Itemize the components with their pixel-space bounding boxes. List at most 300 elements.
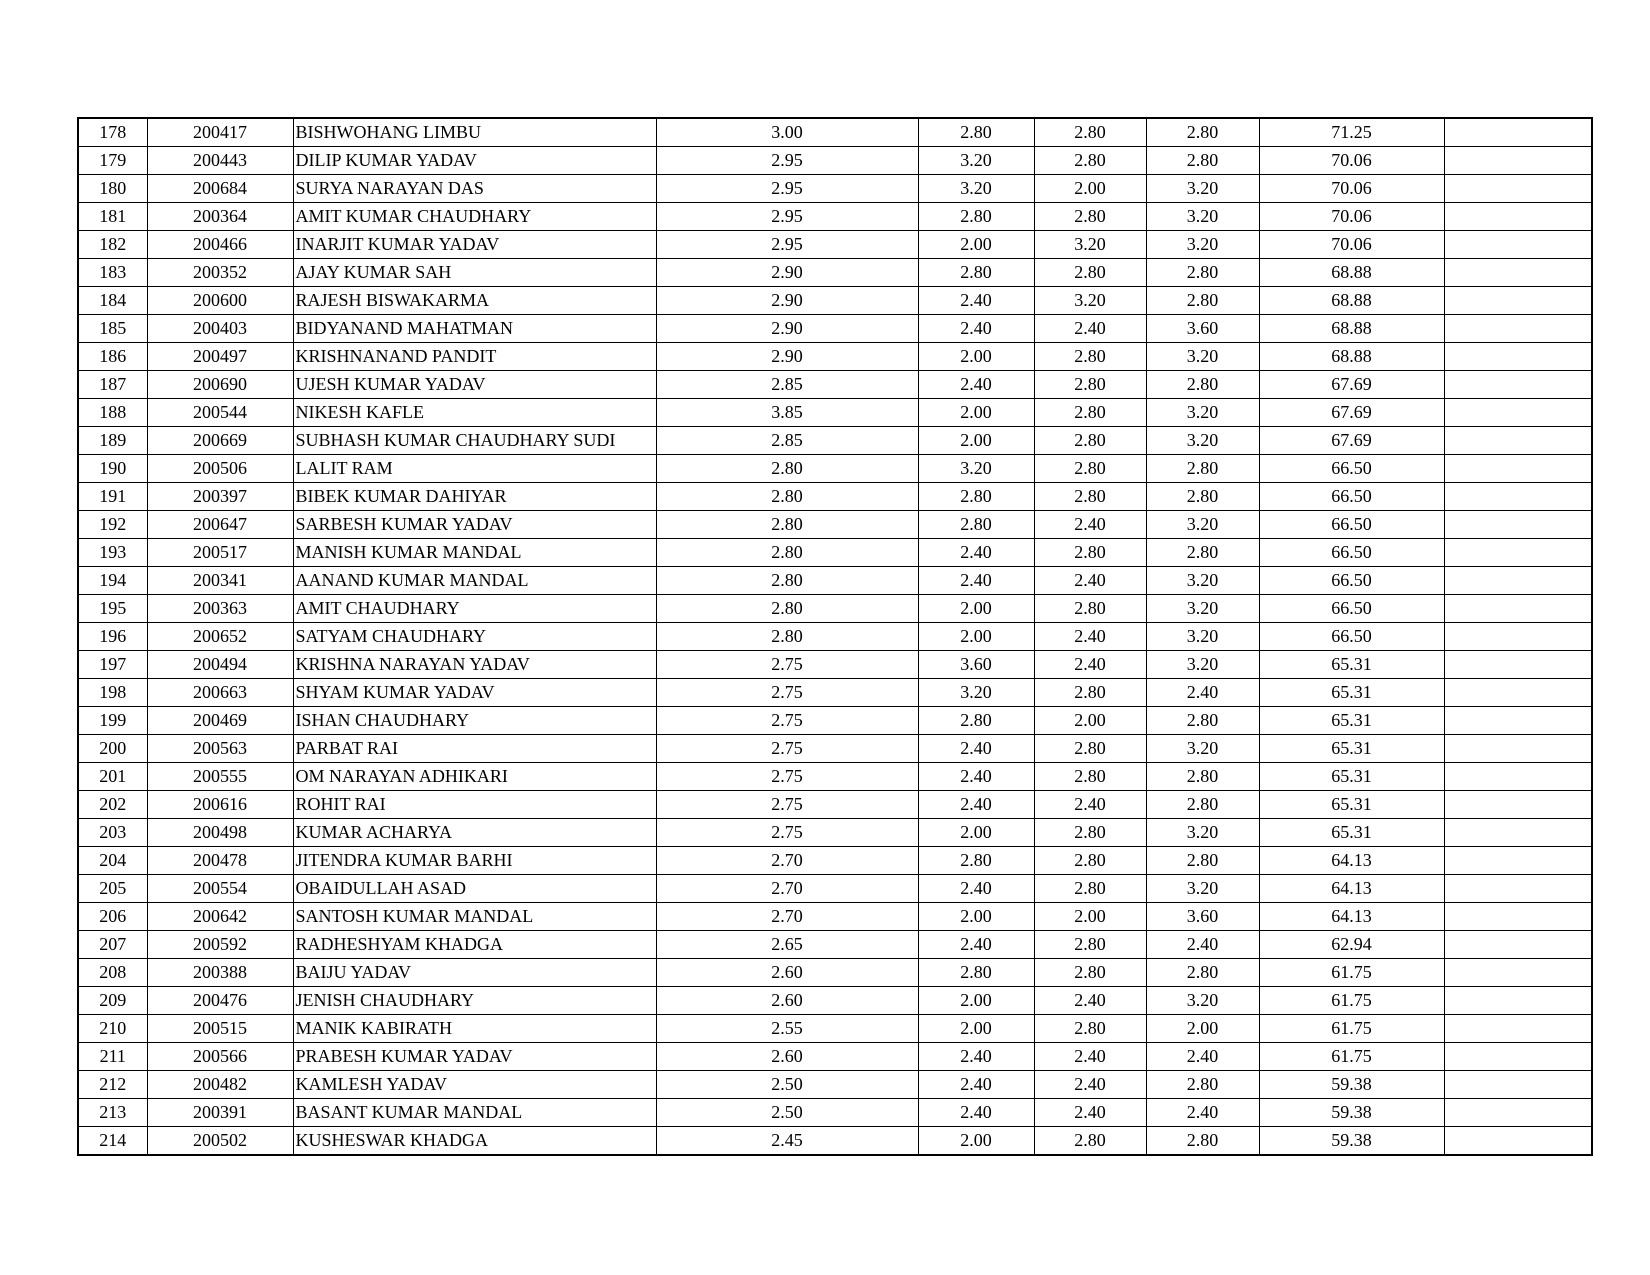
remarks-cell [1444,259,1592,287]
roll-number-cell: 200554 [147,875,293,903]
student-name-cell: MANIK KABIRATH [293,1015,656,1043]
remarks-cell [1444,343,1592,371]
score-3-cell: 2.80 [1146,371,1259,399]
roll-number-cell: 200690 [147,371,293,399]
score-2-cell: 2.40 [1034,1099,1146,1127]
serial-number-cell: 210 [78,1015,147,1043]
score-3-cell: 3.20 [1146,651,1259,679]
score-2-cell: 2.00 [1034,903,1146,931]
score-2-cell: 2.80 [1034,679,1146,707]
remarks-cell [1444,1127,1592,1156]
score-3-cell: 2.80 [1146,791,1259,819]
gpa-cell: 2.65 [656,931,918,959]
score-2-cell: 2.80 [1034,147,1146,175]
gpa-cell: 3.00 [656,118,918,147]
score-1-cell: 2.00 [918,399,1034,427]
student-name-cell: OM NARAYAN ADHIKARI [293,763,656,791]
percentage-cell: 65.31 [1259,819,1444,847]
results-table [77,117,1593,1156]
remarks-cell [1444,427,1592,455]
gpa-cell: 2.75 [656,819,918,847]
score-1-cell: 2.80 [918,707,1034,735]
score-1-cell: 2.00 [918,623,1034,651]
gpa-cell: 2.60 [656,1043,918,1071]
percentage-cell: 59.38 [1259,1099,1444,1127]
score-3-cell: 3.20 [1146,735,1259,763]
score-3-cell: 2.80 [1146,287,1259,315]
gpa-cell: 2.75 [656,735,918,763]
percentage-cell: 67.69 [1259,399,1444,427]
roll-number-cell: 200502 [147,1127,293,1156]
table-row [78,567,1592,595]
score-3-cell: 3.20 [1146,623,1259,651]
score-2-cell: 2.80 [1034,763,1146,791]
remarks-cell [1444,147,1592,175]
score-1-cell: 2.40 [918,1099,1034,1127]
roll-number-cell: 200498 [147,819,293,847]
student-name-cell: AMIT CHAUDHARY [293,595,656,623]
score-1-cell: 2.80 [918,118,1034,147]
student-name-cell: INARJIT KUMAR YADAV [293,231,656,259]
roll-number-cell: 200566 [147,1043,293,1071]
remarks-cell [1444,1015,1592,1043]
table-row [78,651,1592,679]
roll-number-cell: 200669 [147,427,293,455]
table-row [78,118,1592,147]
score-3-cell: 2.80 [1146,259,1259,287]
student-name-cell: BIDYANAND MAHATMAN [293,315,656,343]
score-1-cell: 2.40 [918,315,1034,343]
gpa-cell: 2.85 [656,427,918,455]
table-row [78,1071,1592,1099]
gpa-cell: 2.75 [656,679,918,707]
roll-number-cell: 200388 [147,959,293,987]
student-name-cell: NIKESH KAFLE [293,399,656,427]
roll-number-cell: 200616 [147,791,293,819]
score-1-cell: 3.20 [918,679,1034,707]
percentage-cell: 66.50 [1259,595,1444,623]
student-name-cell: BASANT KUMAR MANDAL [293,1099,656,1127]
score-2-cell: 2.80 [1034,455,1146,483]
remarks-cell [1444,511,1592,539]
student-name-cell: JENISH CHAUDHARY [293,987,656,1015]
serial-number-cell: 185 [78,315,147,343]
percentage-cell: 68.88 [1259,259,1444,287]
serial-number-cell: 212 [78,1071,147,1099]
table-row [78,203,1592,231]
score-2-cell: 2.40 [1034,511,1146,539]
table-row [78,175,1592,203]
roll-number-cell: 200494 [147,651,293,679]
serial-number-cell: 180 [78,175,147,203]
gpa-cell: 2.95 [656,231,918,259]
percentage-cell: 65.31 [1259,791,1444,819]
roll-number-cell: 200364 [147,203,293,231]
percentage-cell: 61.75 [1259,987,1444,1015]
score-2-cell: 2.40 [1034,567,1146,595]
student-name-cell: AANAND KUMAR MANDAL [293,567,656,595]
student-name-cell: KUMAR ACHARYA [293,819,656,847]
score-3-cell: 3.20 [1146,203,1259,231]
score-1-cell: 3.20 [918,175,1034,203]
serial-number-cell: 186 [78,343,147,371]
percentage-cell: 66.50 [1259,567,1444,595]
score-1-cell: 2.80 [918,511,1034,539]
table-row [78,987,1592,1015]
score-2-cell: 2.40 [1034,315,1146,343]
score-3-cell: 2.80 [1146,763,1259,791]
serial-number-cell: 214 [78,1127,147,1156]
gpa-cell: 2.50 [656,1071,918,1099]
roll-number-cell: 200592 [147,931,293,959]
serial-number-cell: 187 [78,371,147,399]
gpa-cell: 2.80 [656,483,918,511]
score-2-cell: 2.40 [1034,1071,1146,1099]
score-2-cell: 2.80 [1034,427,1146,455]
score-3-cell: 2.80 [1146,483,1259,511]
percentage-cell: 66.50 [1259,455,1444,483]
serial-number-cell: 204 [78,847,147,875]
student-name-cell: UJESH KUMAR YADAV [293,371,656,399]
table-row [78,735,1592,763]
score-1-cell: 2.00 [918,1127,1034,1156]
table-row [78,511,1592,539]
percentage-cell: 65.31 [1259,651,1444,679]
score-2-cell: 2.80 [1034,847,1146,875]
gpa-cell: 2.85 [656,371,918,399]
table-row [78,1099,1592,1127]
remarks-cell [1444,875,1592,903]
score-1-cell: 2.80 [918,203,1034,231]
roll-number-cell: 200506 [147,455,293,483]
table-body [78,118,1592,1155]
score-1-cell: 2.40 [918,735,1034,763]
score-3-cell: 2.80 [1146,455,1259,483]
percentage-cell: 59.38 [1259,1127,1444,1156]
gpa-cell: 3.85 [656,399,918,427]
table-row [78,231,1592,259]
serial-number-cell: 184 [78,287,147,315]
remarks-cell [1444,567,1592,595]
roll-number-cell: 200497 [147,343,293,371]
gpa-cell: 2.60 [656,959,918,987]
student-name-cell: KUSHESWAR KHADGA [293,1127,656,1156]
remarks-cell [1444,175,1592,203]
score-3-cell: 2.80 [1146,707,1259,735]
student-name-cell: AMIT KUMAR CHAUDHARY [293,203,656,231]
table-row [78,875,1592,903]
remarks-cell [1444,623,1592,651]
table-row [78,903,1592,931]
student-name-cell: RADHESHYAM KHADGA [293,931,656,959]
table-row [78,763,1592,791]
serial-number-cell: 182 [78,231,147,259]
score-3-cell: 2.80 [1146,118,1259,147]
remarks-cell [1444,1099,1592,1127]
roll-number-cell: 200363 [147,595,293,623]
serial-number-cell: 181 [78,203,147,231]
serial-number-cell: 211 [78,1043,147,1071]
table-row [78,679,1592,707]
score-3-cell: 3.20 [1146,399,1259,427]
percentage-cell: 70.06 [1259,231,1444,259]
score-1-cell: 2.40 [918,763,1034,791]
score-1-cell: 2.40 [918,791,1034,819]
student-name-cell: LALIT RAM [293,455,656,483]
remarks-cell [1444,931,1592,959]
table-row [78,483,1592,511]
remarks-cell [1444,791,1592,819]
table-row [78,315,1592,343]
serial-number-cell: 194 [78,567,147,595]
serial-number-cell: 202 [78,791,147,819]
score-1-cell: 2.80 [918,483,1034,511]
roll-number-cell: 200476 [147,987,293,1015]
score-2-cell: 2.80 [1034,203,1146,231]
score-2-cell: 2.80 [1034,959,1146,987]
gpa-cell: 2.80 [656,595,918,623]
serial-number-cell: 198 [78,679,147,707]
table-row [78,931,1592,959]
percentage-cell: 70.06 [1259,203,1444,231]
table-row [78,595,1592,623]
remarks-cell [1444,595,1592,623]
serial-number-cell: 199 [78,707,147,735]
table-row [78,539,1592,567]
score-1-cell: 2.00 [918,987,1034,1015]
student-name-cell: PRABESH KUMAR YADAV [293,1043,656,1071]
remarks-cell [1444,819,1592,847]
score-1-cell: 2.80 [918,259,1034,287]
student-name-cell: KRISHNA NARAYAN YADAV [293,651,656,679]
score-2-cell: 2.80 [1034,931,1146,959]
gpa-cell: 2.80 [656,511,918,539]
roll-number-cell: 200684 [147,175,293,203]
score-1-cell: 3.20 [918,455,1034,483]
score-3-cell: 2.40 [1146,1099,1259,1127]
table-row [78,959,1592,987]
roll-number-cell: 200443 [147,147,293,175]
score-3-cell: 2.40 [1146,1043,1259,1071]
percentage-cell: 67.69 [1259,427,1444,455]
table-row [78,399,1592,427]
score-2-cell: 2.80 [1034,259,1146,287]
table-row [78,427,1592,455]
roll-number-cell: 200352 [147,259,293,287]
score-3-cell: 2.80 [1146,959,1259,987]
roll-number-cell: 200466 [147,231,293,259]
percentage-cell: 65.31 [1259,763,1444,791]
percentage-cell: 66.50 [1259,483,1444,511]
table-row [78,455,1592,483]
roll-number-cell: 200600 [147,287,293,315]
gpa-cell: 2.80 [656,623,918,651]
roll-number-cell: 200417 [147,118,293,147]
serial-number-cell: 208 [78,959,147,987]
remarks-cell [1444,959,1592,987]
percentage-cell: 64.13 [1259,847,1444,875]
score-3-cell: 3.20 [1146,175,1259,203]
serial-number-cell: 206 [78,903,147,931]
student-name-cell: BISHWOHANG LIMBU [293,118,656,147]
score-1-cell: 2.00 [918,903,1034,931]
percentage-cell: 65.31 [1259,707,1444,735]
serial-number-cell: 178 [78,118,147,147]
score-1-cell: 2.00 [918,1015,1034,1043]
serial-number-cell: 196 [78,623,147,651]
score-3-cell: 2.80 [1146,847,1259,875]
score-3-cell: 2.40 [1146,931,1259,959]
table-row [78,259,1592,287]
gpa-cell: 2.45 [656,1127,918,1156]
table-row [78,1015,1592,1043]
roll-number-cell: 200642 [147,903,293,931]
serial-number-cell: 183 [78,259,147,287]
percentage-cell: 61.75 [1259,1043,1444,1071]
remarks-cell [1444,1071,1592,1099]
score-1-cell: 2.40 [918,1071,1034,1099]
score-3-cell: 3.20 [1146,875,1259,903]
gpa-cell: 2.95 [656,147,918,175]
score-1-cell: 3.60 [918,651,1034,679]
score-1-cell: 2.00 [918,819,1034,847]
roll-number-cell: 200555 [147,763,293,791]
percentage-cell: 64.13 [1259,903,1444,931]
roll-number-cell: 200544 [147,399,293,427]
serial-number-cell: 200 [78,735,147,763]
remarks-cell [1444,539,1592,567]
serial-number-cell: 190 [78,455,147,483]
score-1-cell: 2.40 [918,931,1034,959]
serial-number-cell: 192 [78,511,147,539]
table-row [78,707,1592,735]
score-2-cell: 2.80 [1034,118,1146,147]
gpa-cell: 2.90 [656,287,918,315]
table-row [78,847,1592,875]
table-row [78,623,1592,651]
score-2-cell: 2.80 [1034,483,1146,511]
student-name-cell: BAIJU YADAV [293,959,656,987]
table-row [78,147,1592,175]
score-2-cell: 2.80 [1034,539,1146,567]
table-row [78,1043,1592,1071]
score-3-cell: 2.80 [1146,539,1259,567]
gpa-cell: 2.50 [656,1099,918,1127]
remarks-cell [1444,455,1592,483]
student-name-cell: OBAIDULLAH ASAD [293,875,656,903]
percentage-cell: 71.25 [1259,118,1444,147]
percentage-cell: 68.88 [1259,315,1444,343]
serial-number-cell: 207 [78,931,147,959]
percentage-cell: 59.38 [1259,1071,1444,1099]
roll-number-cell: 200652 [147,623,293,651]
roll-number-cell: 200647 [147,511,293,539]
student-name-cell: DILIP KUMAR YADAV [293,147,656,175]
serial-number-cell: 203 [78,819,147,847]
score-2-cell: 2.80 [1034,371,1146,399]
score-2-cell: 2.80 [1034,875,1146,903]
table-row [78,1127,1592,1156]
student-name-cell: AJAY KUMAR SAH [293,259,656,287]
score-1-cell: 2.00 [918,231,1034,259]
remarks-cell [1444,651,1592,679]
gpa-cell: 2.70 [656,903,918,931]
score-3-cell: 2.40 [1146,679,1259,707]
roll-number-cell: 200391 [147,1099,293,1127]
gpa-cell: 2.75 [656,791,918,819]
table-row [78,287,1592,315]
serial-number-cell: 179 [78,147,147,175]
gpa-cell: 2.80 [656,539,918,567]
gpa-cell: 2.75 [656,651,918,679]
score-3-cell: 2.80 [1146,147,1259,175]
gpa-cell: 2.75 [656,707,918,735]
gpa-cell: 2.55 [656,1015,918,1043]
gpa-cell: 2.95 [656,175,918,203]
gpa-cell: 2.90 [656,315,918,343]
roll-number-cell: 200341 [147,567,293,595]
serial-number-cell: 189 [78,427,147,455]
roll-number-cell: 200469 [147,707,293,735]
score-3-cell: 3.20 [1146,987,1259,1015]
roll-number-cell: 200515 [147,1015,293,1043]
score-3-cell: 3.20 [1146,231,1259,259]
score-1-cell: 2.40 [918,539,1034,567]
student-name-cell: RAJESH BISWAKARMA [293,287,656,315]
score-3-cell: 3.60 [1146,903,1259,931]
score-2-cell: 2.40 [1034,987,1146,1015]
gpa-cell: 2.90 [656,259,918,287]
score-3-cell: 2.80 [1146,1127,1259,1156]
percentage-cell: 67.69 [1259,371,1444,399]
remarks-cell [1444,203,1592,231]
roll-number-cell: 200563 [147,735,293,763]
percentage-cell: 68.88 [1259,287,1444,315]
score-2-cell: 2.40 [1034,791,1146,819]
score-1-cell: 2.00 [918,427,1034,455]
gpa-cell: 2.70 [656,847,918,875]
remarks-cell [1444,847,1592,875]
score-1-cell: 2.40 [918,371,1034,399]
percentage-cell: 65.31 [1259,735,1444,763]
table-row [78,343,1592,371]
remarks-cell [1444,763,1592,791]
serial-number-cell: 195 [78,595,147,623]
serial-number-cell: 191 [78,483,147,511]
roll-number-cell: 200478 [147,847,293,875]
score-3-cell: 3.20 [1146,343,1259,371]
percentage-cell: 70.06 [1259,147,1444,175]
remarks-cell [1444,287,1592,315]
gpa-cell: 2.90 [656,343,918,371]
percentage-cell: 66.50 [1259,511,1444,539]
serial-number-cell: 188 [78,399,147,427]
score-2-cell: 3.20 [1034,287,1146,315]
score-2-cell: 2.40 [1034,1043,1146,1071]
score-1-cell: 2.40 [918,875,1034,903]
score-2-cell: 2.80 [1034,399,1146,427]
score-2-cell: 3.20 [1034,231,1146,259]
student-name-cell: SHYAM KUMAR YADAV [293,679,656,707]
score-1-cell: 2.80 [918,847,1034,875]
score-2-cell: 2.80 [1034,343,1146,371]
score-1-cell: 2.40 [918,287,1034,315]
serial-number-cell: 213 [78,1099,147,1127]
score-3-cell: 3.20 [1146,567,1259,595]
student-name-cell: BIBEK KUMAR DAHIYAR [293,483,656,511]
serial-number-cell: 201 [78,763,147,791]
percentage-cell: 61.75 [1259,1015,1444,1043]
